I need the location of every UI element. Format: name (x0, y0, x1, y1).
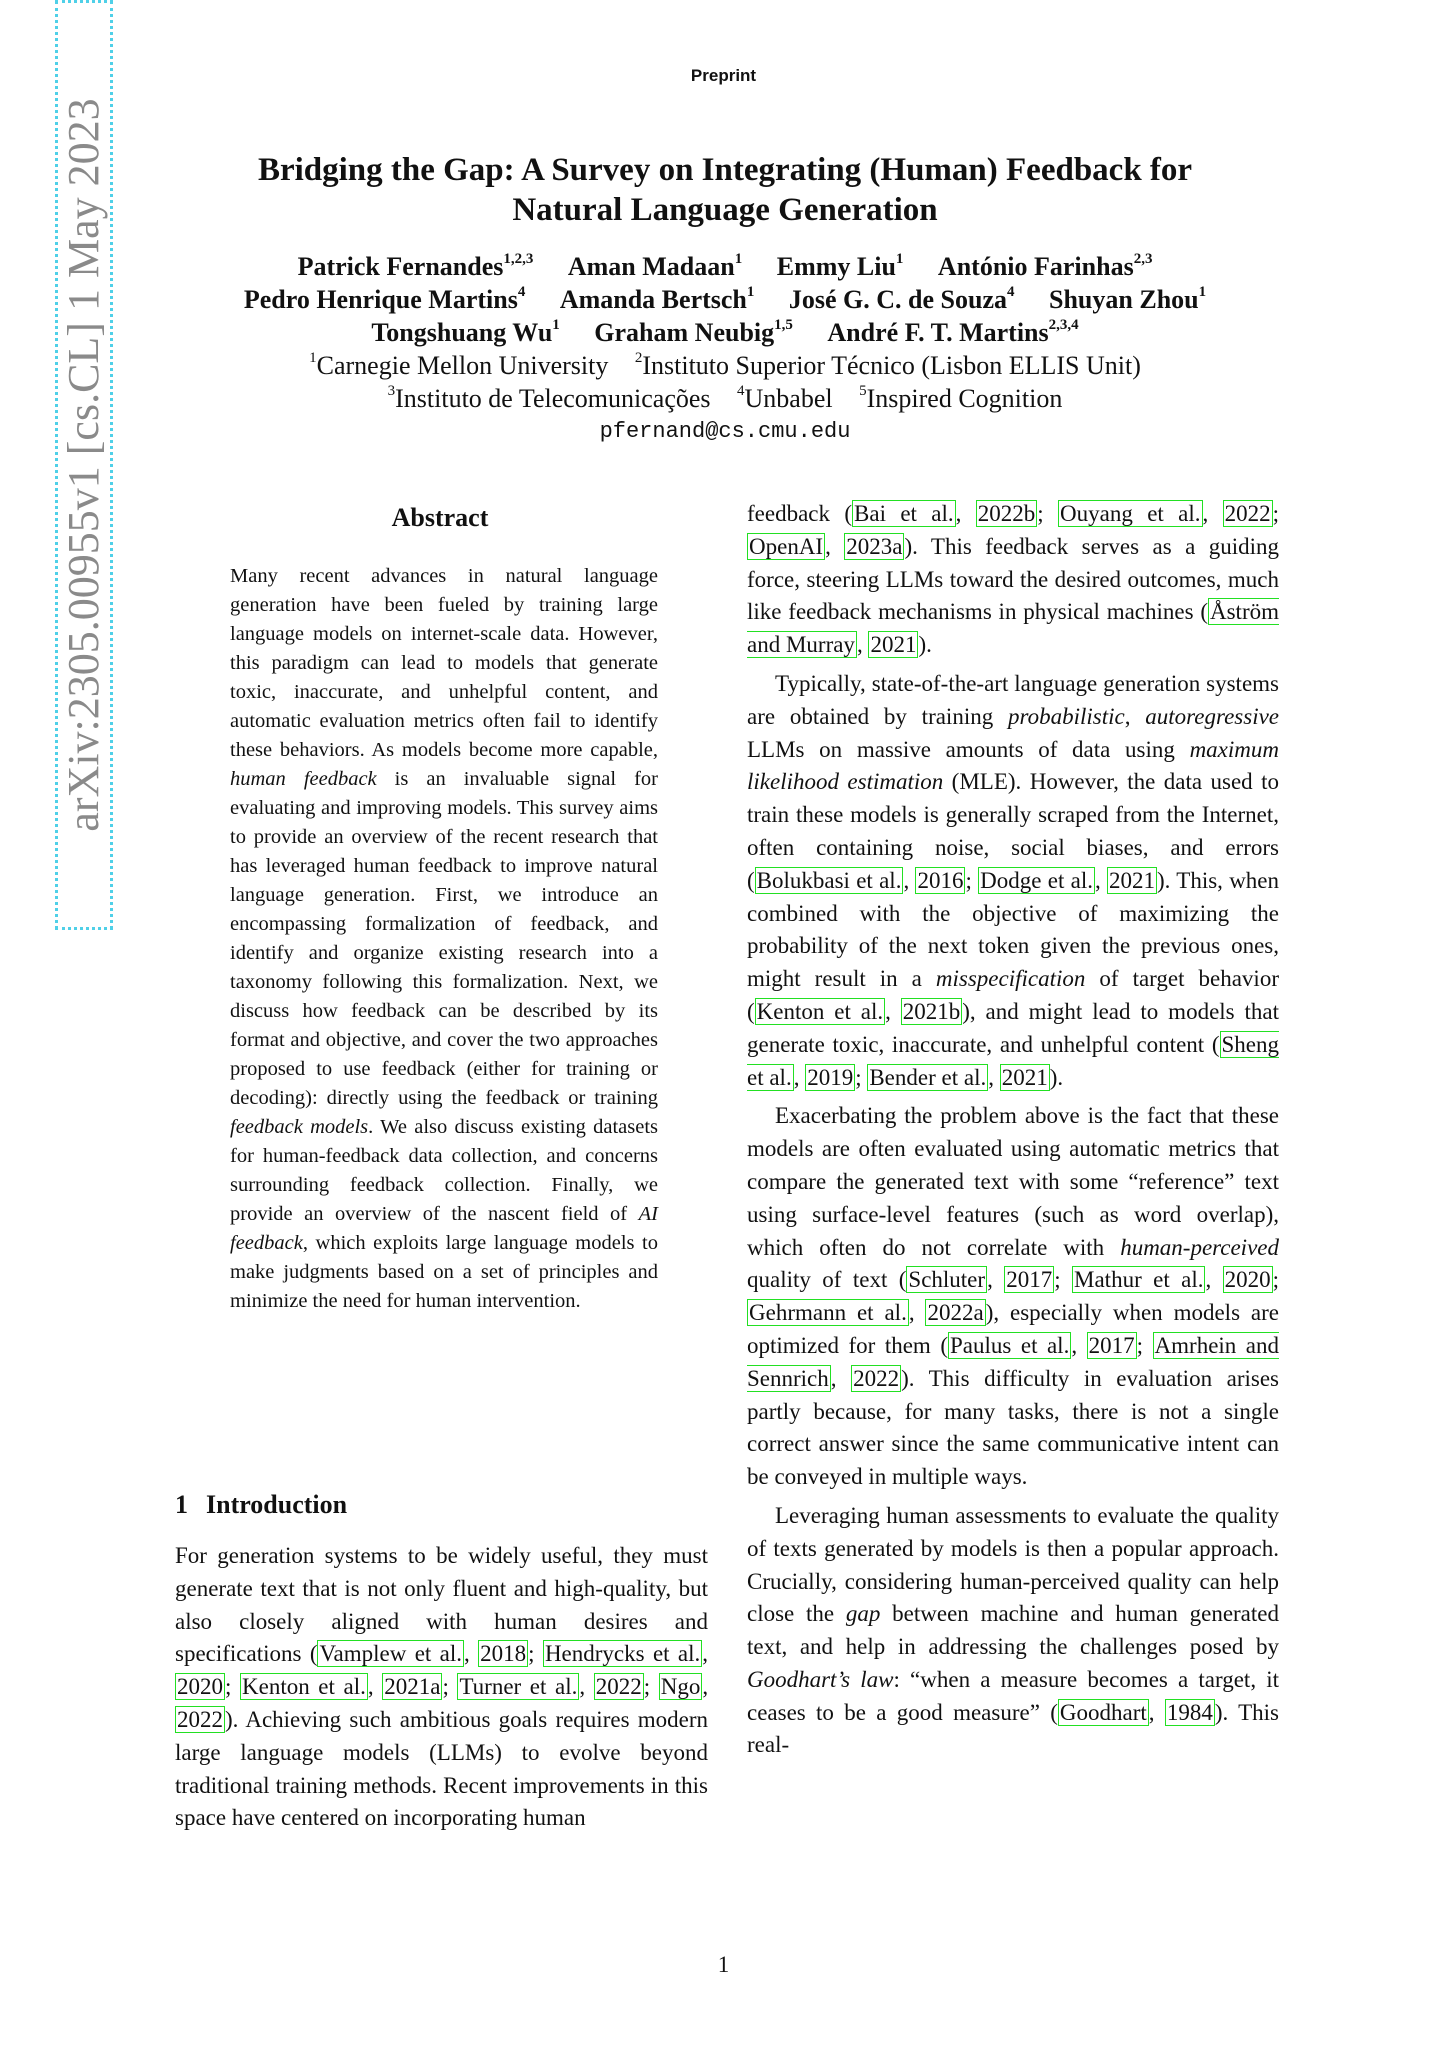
author: André F. T. Martins$^{2,3,4}$ (827, 317, 1079, 347)
citation-link[interactable]: 2021 (1109, 867, 1156, 893)
author: Graham Neubig$^{1,5}$ (594, 317, 793, 347)
title-line-1: Bridging the Gap: A Survey on Integrating (Human) Feedback for (257, 152, 1193, 188)
intro-paragraph-left: For generation systems to be widely useful, they must generate text that is not only fluent and high-quality, but also closely aligned with human desires and specifications (Vamplew et al., 2018; Hendrycks et al., 2020; Kenton et al., 2021a; Turner et al., 2022; Ngo, 2022). Achieving such ambitious goals requires modern large language models (LLMs) to evolve beyond traditional training methods. Recent improvements in this space have centered on incorporating human (175, 1543, 709, 1831)
citation-link[interactable]: Kenton et al. (242, 1674, 366, 1700)
citation-link[interactable]: Schluter (908, 1267, 986, 1293)
arxiv-stamp[interactable] (55, 0, 113, 930)
affiliation: $^2$Instituto Superior Técnico (Lisbon ELLIS Unit) (634, 350, 1141, 380)
citation-link[interactable]: 2018 (480, 1641, 527, 1667)
author-row-2 (150, 283, 1300, 316)
citation-link[interactable]: Turner et al. (459, 1674, 578, 1700)
affiliation: $^4$Unbabel (737, 383, 833, 413)
citation-link[interactable]: 2021a (384, 1674, 441, 1700)
citation-link[interactable]: 1984 (1166, 1699, 1213, 1725)
citation-link[interactable]: 2020 (1224, 1267, 1271, 1293)
affiliation: $^3$Instituto de Telecomunicações (387, 383, 711, 413)
author: António Farinhas$^{2,3}$ (937, 251, 1153, 281)
author: José G. C. de Souza$^4$ (788, 284, 1015, 314)
citation-link[interactable]: 2016 (917, 867, 964, 893)
citation-link[interactable]: Amrhein and Sennrich (747, 1332, 1280, 1391)
affiliation: $^5$Inspired Cognition (859, 383, 1063, 413)
author-row-1 (150, 250, 1300, 283)
citation-link[interactable]: Hendrycks et al. (544, 1641, 701, 1667)
citation-link[interactable]: Ouyang et al. (1060, 501, 1201, 526)
citation-link[interactable]: 2021 (1001, 1064, 1048, 1090)
author: Emmy Liu$^1$ (776, 251, 904, 281)
paper-title (180, 150, 1270, 230)
author: Shuyan Zhou$^1$ (1049, 284, 1207, 314)
contact-email[interactable]: pfernand@cs.cmu.edu (599, 419, 851, 444)
author: Tongshuang Wu$^1$ (371, 317, 560, 347)
section-heading-introduction: 1 Introduction (175, 1490, 348, 1519)
paragraph: Leveraging human assessments to evaluate the quality of texts generated by models is then a popular approach. Crucially, considering human-perceived quality can help close the gap between machine and human generated text, and help in addressing the challenges posed by Goodhart’s law: “when a measure becomes a target, it ceases to be a good measure” (Goodhart, 1984). This real- (747, 1502, 1280, 1758)
citation-link[interactable]: 2017 (1006, 1267, 1053, 1293)
paragraph: Typically, state-of-the-art language generation systems are obtained by training probabilistic, autoregressive LLMs on massive amounts of data using maximum likelihood estimation (MLE). However, the data used to train these models is generally scraped from the Internet, often containing noise, social biases, and errors (Bolukbasi et al., 2016; Dodge et al., 2021). This, when combined with the objective of maximizing the probability of the next token given the previous ones, might result in a misspecification of target behavior (Kenton et al., 2021b), and might lead to models that generate toxic, inaccurate, and unhelpful content (Sheng et al., 2019; Bender et al., 2021). (747, 670, 1280, 1090)
arxiv-id: arXiv:2305.00955v1 [cs.CL] 1 May 2023 (59, 98, 108, 832)
citation-link[interactable]: Bender et al. (869, 1064, 987, 1090)
affiliation-row-1 (150, 349, 1300, 382)
citation-link[interactable]: Kenton et al. (756, 998, 884, 1024)
preprint-header: Preprint (690, 66, 757, 85)
citation-link[interactable]: Goodhart (1059, 1699, 1147, 1725)
citation-link[interactable]: 2022a (927, 1300, 984, 1326)
page-number: 1 (717, 1952, 730, 1977)
citation-link[interactable]: Vamplew et al. (319, 1641, 463, 1667)
author: Aman Madaan$^1$ (567, 251, 743, 281)
right-column (747, 498, 1279, 1768)
title-line-2: Natural Language Generation (512, 192, 938, 228)
citation-link[interactable]: OpenAI (749, 533, 824, 559)
citation-link[interactable]: 2019 (807, 1064, 854, 1090)
citation-link[interactable]: 2022 (853, 1365, 900, 1391)
citation-link[interactable]: Sheng et al. (747, 1031, 1279, 1090)
affiliation-row-2 (150, 382, 1300, 415)
citation-link[interactable]: 2021 (870, 632, 917, 658)
citation-link[interactable]: 2022 (1224, 501, 1271, 526)
citation-link[interactable]: 2022 (595, 1674, 642, 1700)
author: Amanda Bertsch$^1$ (559, 284, 755, 314)
abstract-heading: Abstract (391, 503, 489, 532)
affiliation: $^1$Carnegie Mellon University (309, 350, 609, 380)
citation-link[interactable]: 2017 (1088, 1332, 1135, 1358)
citation-link[interactable]: Bai et al. (854, 501, 954, 526)
citation-link[interactable]: 2021b (902, 998, 961, 1024)
citation-link[interactable]: Mathur et al. (1074, 1267, 1204, 1293)
citation-link[interactable]: 2022b (977, 501, 1036, 526)
author: Pedro Henrique Martins$^4$ (243, 284, 526, 314)
citation-link[interactable]: 2022 (177, 1706, 223, 1732)
author: Patrick Fernandes$^{1,2,3}$ (297, 251, 534, 281)
citation-link[interactable]: Gehrmann et al. (749, 1300, 907, 1326)
citation-link[interactable]: Åström and Murray (747, 599, 1279, 658)
author-block (150, 250, 1300, 448)
citation-link[interactable]: 2020 (177, 1674, 223, 1700)
citation-link[interactable]: Paulus et al. (950, 1332, 1070, 1358)
citation-link[interactable]: Dodge et al. (980, 867, 1093, 893)
author-row-3 (150, 316, 1300, 349)
paragraph: Exacerbating the problem above is the fact that these models are often evaluated using automatic metrics that compare the generated text with some “reference” text using surface-level features (such as word overlap), which often do not correlate with human-perceived quality of text (Schluter, 2017; Mathur et al., 2020; Gehrmann et al., 2022a), especially when models are optimized for them (Paulus et al., 2017; Amrhein and Sennrich, 2022). This difficulty in evaluation arises partly because, for many tasks, there is not a single correct answer since the same communicative intent can be conveyed in multiple ways. (747, 1103, 1280, 1490)
paragraph: feedback (Bai et al., 2022b; Ouyang et al., 2022; OpenAI, 2023a). This feedback serves as a guiding force, steering LLMs toward the desired outcomes, much like feedback mechanisms in physical machines (Åström and Murray, 2021). (747, 501, 1280, 658)
citation-link[interactable]: Ngo (660, 1674, 701, 1700)
citation-link[interactable]: Bolukbasi et al. (756, 867, 902, 893)
abstract-text: Many recent advances in natural language generation have been fueled by training large language models on internet-scale data. However, this paradigm can lead to models that generate toxic, inaccurate, and unhelpful content, and automatic evaluation metrics often fail to identify these behaviors. As models become more capable, human feedback is an invaluable signal for evaluating and improving models. This survey aims to provide an overview of the recent research that has leveraged human feedback to improve natural language generation. First, we introduce an encompassing formalization of feedback, and identify and organize existing research into a taxonomy following this formalization. Next, we discuss how feedback can be described by its format and objective, and cover the two approaches proposed to use feedback (either for training or decoding): directly using the feedback or training feedback models. We also discuss existing datasets for human-feedback data collection, and concerns surrounding feedback collection. Finally, we provide an overview of the nascent field of AI feedback, which exploits large language models to make judgments based on a set of principles and minimize the need for human intervention. (230, 565, 659, 1312)
citation-link[interactable]: 2023a (846, 533, 903, 559)
